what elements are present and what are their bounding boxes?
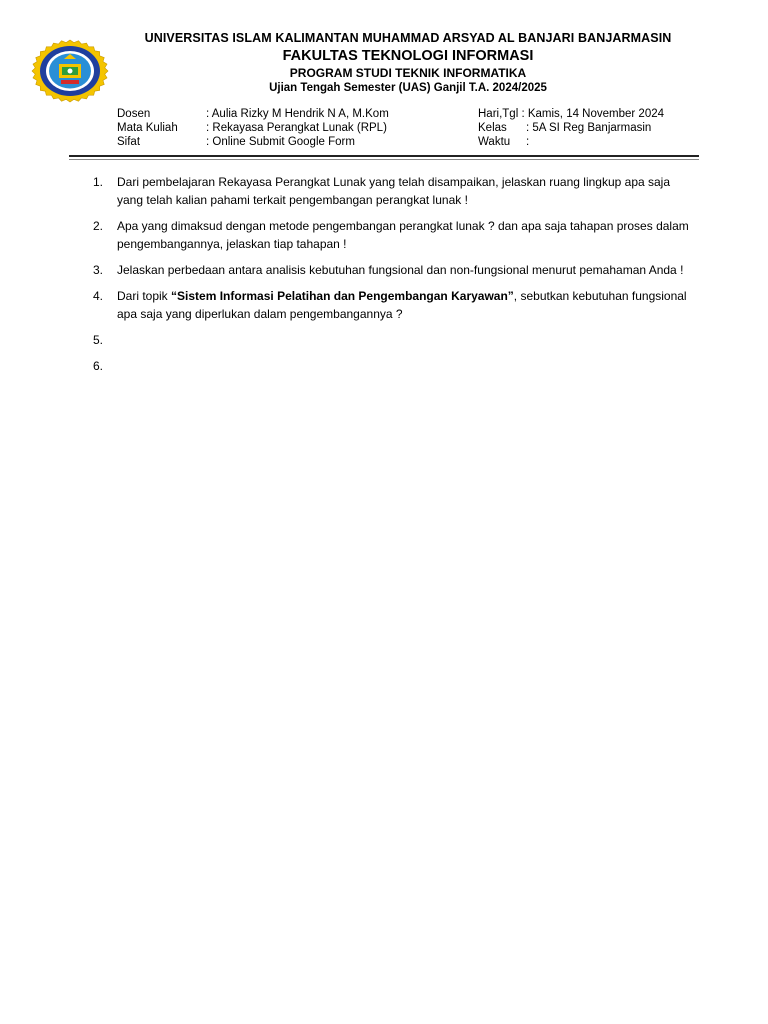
university-seal-icon — [30, 38, 110, 104]
question-item — [93, 357, 693, 375]
meta-value: : Aulia Rizky M Hendrik N A, M.Kom — [206, 108, 389, 120]
meta-row-hari-tgl — [478, 107, 708, 121]
meta-label: Kelas — [478, 122, 507, 134]
document-header — [118, 30, 698, 96]
faculty-name: FAKULTAS TEKNOLOGI INFORMASI — [282, 48, 534, 64]
exam-title: Ujian Tengah Semester (UAS) Ganjil T.A. 2024/2025 — [269, 82, 547, 94]
question-text — [117, 261, 693, 279]
meta-label: Sifat — [117, 136, 141, 148]
meta-label: Hari,Tgl — [478, 108, 519, 120]
header-divider-thin — [69, 159, 699, 160]
question-text-part: , sebutkan kebutuhan fungsional apa saja yang diperlukan dalam pengembangannya ? — [117, 289, 687, 321]
meta-value: : 5A SI Reg Banjarmasin — [526, 122, 652, 134]
exam-meta-left — [117, 107, 467, 149]
question-number: 5. — [93, 333, 104, 347]
question-number: 1. — [93, 175, 104, 189]
question-text — [117, 331, 693, 349]
meta-value: : Online Submit Google Form — [206, 136, 355, 148]
meta-row-sifat — [117, 135, 467, 149]
question-number: 2. — [93, 219, 104, 233]
question-text — [117, 217, 693, 253]
meta-row-waktu — [478, 135, 708, 149]
question-number: 4. — [93, 289, 104, 303]
question-item — [93, 217, 693, 253]
question-text-bold: “Sistem Informasi Pelatihan dan Pengembangan Karyawan” — [171, 289, 514, 303]
question-text-part: Apa yang dimaksud dengan metode pengembangan perangkat lunak ? dan apa saja tahapan proses dalam pengembangannya, jelaskan tiap tahapan ! — [117, 219, 689, 251]
meta-label: Dosen — [117, 108, 151, 120]
question-item — [93, 331, 693, 349]
question-item — [93, 261, 693, 279]
meta-label: Waktu — [478, 136, 511, 148]
question-number: 6. — [93, 359, 104, 373]
program-name: PROGRAM STUDI TEKNIK INFORMATIKA — [289, 66, 527, 80]
meta-row-kelas — [478, 121, 708, 135]
meta-value: : Kamis, 14 November 2024 — [518, 108, 665, 120]
question-number: 3. — [93, 263, 104, 277]
question-text — [117, 287, 693, 323]
meta-row-mata-kuliah — [117, 121, 467, 135]
meta-value: : — [526, 136, 530, 148]
question-text-part: Dari topik — [117, 289, 172, 303]
university-name: UNIVERSITAS ISLAM KALIMANTAN MUHAMMAD ARSYAD AL BANJARI BANJARMASIN — [144, 31, 672, 45]
meta-row-dosen — [117, 107, 467, 121]
question-text — [117, 173, 693, 209]
question-item — [93, 173, 693, 209]
question-text-part: Dari pembelajaran Rekayasa Perangkat Lunak yang telah disampaikan, jelaskan ruang lingkup apa saja yang telah kalian pahami terkait pengembangan perangkat lunak ! — [117, 175, 671, 207]
meta-value: : Rekayasa Perangkat Lunak (RPL) — [206, 122, 387, 134]
header-divider — [69, 155, 699, 157]
question-text-part: Jelaskan perbedaan antara analisis kebutuhan fungsional dan non-fungsional menurut pemahaman Anda ! — [117, 263, 684, 277]
question-text — [117, 357, 693, 375]
meta-label: Mata Kuliah — [117, 122, 178, 134]
exam-meta-right — [478, 107, 708, 149]
question-list — [93, 173, 693, 383]
question-item — [93, 287, 693, 323]
